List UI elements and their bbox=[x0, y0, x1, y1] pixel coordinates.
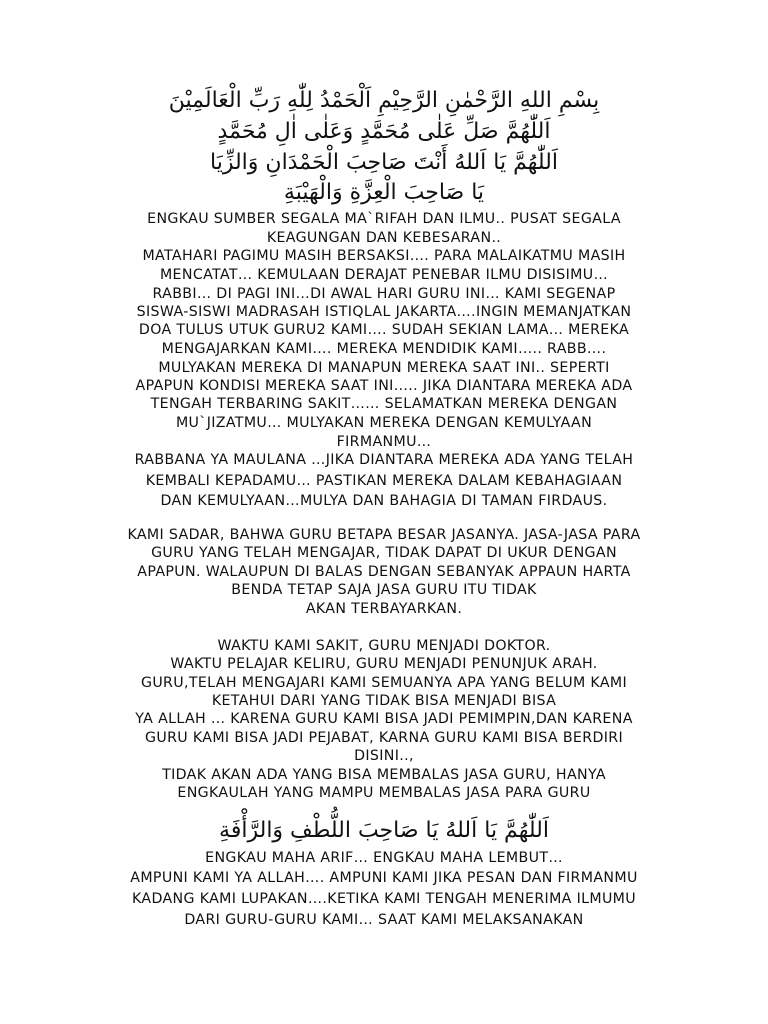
paragraph-4-line-1: ENGKAU MAHA ARIF… ENGKAU MAHA LEMBUT… bbox=[205, 850, 563, 866]
paragraph-1-line-1: ENGKAU SUMBER SEGALA MA`RIFAH DAN ILMU.. PUSAT SEGALA bbox=[147, 211, 621, 227]
paragraph-3-line-5: YA ALLAH … KARENA GURU KAMI BISA JADI PEMIMPIN,DAN KARENA bbox=[135, 711, 633, 727]
paragraph-3-line-7: DISINI.., bbox=[354, 748, 414, 764]
arabic-opening-line-1: بِسْمِ اللهِ الرَّحْمٰنِ الرَّحِيْمِ اَلْحَمْدُ لِلّٰهِ رَبِّ الْعَالَمِيْنَ bbox=[168, 88, 600, 113]
arabic-opening-line-4: يَا صَاحِبَ الْعِزَّةِ وَالْهَيْبَةِ bbox=[283, 180, 485, 205]
paragraph-2-line-4: BENDA TETAP SAJA JASA GURU ITU TIDAK bbox=[231, 582, 537, 598]
paragraph-4-line-3: KADANG KAMI LUPAKAN….KETIKA KAMI TENGAH MENERIMA ILMUMU bbox=[131, 891, 637, 907]
arabic-closing-line: اَللّٰهُمَّ يَا اَللهُ يَا صَاحِبَ اللُّطْفِ وَالرَّأْفَةِ bbox=[219, 818, 549, 843]
arabic-opening-line-3: اَللّٰهُمَّ يَا اَللهُ أَنْتَ صَاحِبَ الْحَمْدَانِ وَالزِّيَا bbox=[210, 150, 558, 175]
paragraph-1-line-16: DAN KEMULYAAN…MULYA DAN BAHAGIA DI TAMAN FIRDAUS. bbox=[160, 493, 608, 509]
paragraph-1-line-4: MENCATAT… KEMULAAN DERAJAT PENEBAR ILMU DISISIMU… bbox=[159, 267, 609, 283]
paragraph-2-line-5: AKAN TERBAYARKAN. bbox=[305, 601, 463, 617]
paragraph-3-line-8: TIDAK AKAN ADA YANG BISA MEMBALAS JASA GURU, HANYA bbox=[162, 767, 606, 783]
paragraph-1-line-2: KEAGUNGAN DAN KEBESARAN.. bbox=[266, 230, 502, 246]
paragraph-3-line-1: WAKTU KAMI SAKIT, GURU MENJADI DOKTOR. bbox=[217, 638, 551, 654]
paragraph-1-line-6: SISWA-SISWI MADRASAH ISTIQLAL JAKARTA….INGIN MEMANJATKAN bbox=[136, 304, 632, 320]
paragraph-3-line-2: WAKTU PELAJAR KELIRU, GURU MENJADI PENUNJUK ARAH. bbox=[170, 656, 598, 672]
paragraph-3-line-3: GURU,TELAH MENGAJARI KAMI SEMUANYA APA YANG BELUM KAMI bbox=[140, 675, 628, 691]
paragraph-4-line-2: AMPUNI KAMI YA ALLAH…. AMPUNI KAMI JIKA PESAN DAN FIRMANMU bbox=[130, 870, 638, 886]
paragraph-1-line-12: MU`JIZATMU… MULYAKAN MEREKA DENGAN KEMULYAAN bbox=[175, 415, 593, 431]
paragraph-3-line-4: KETAHUI DARI YANG TIDAK BISA MENJADI BISA bbox=[211, 693, 557, 709]
paragraph-2-line-1: KAMI SADAR, BAHWA GURU BETAPA BESAR JASANYA. JASA-JASA PARA bbox=[127, 527, 641, 543]
paragraph-2-line-3: APAPUN. WALAUPUN DI BALAS DENGAN SEBANYAK APPAUN HARTA bbox=[137, 564, 631, 580]
paragraph-1-line-5: RABBI… DI PAGI INI…DI AWAL HARI GURU INI… KAMI SEGENAP bbox=[152, 286, 616, 302]
paragraph-1-line-13: FIRMANMU… bbox=[336, 434, 432, 450]
paragraph-4-line-4: DARI GURU-GURU KAMI… SAAT KAMI MELAKSANAKAN bbox=[184, 912, 584, 928]
paragraph-2-line-2: GURU YANG TELAH MENGAJAR, TIDAK DAPAT DI UKUR DENGAN bbox=[151, 545, 617, 561]
paragraph-1-line-9: MULYAKAN MEREKA DI MANAPUN MEREKA SAAT INI.. SEPERTI bbox=[158, 360, 610, 376]
paragraph-3-line-9: ENGKAULAH YANG MAMPU MEMBALAS JASA PARA GURU bbox=[177, 785, 591, 801]
paragraph-1-line-11: TENGAH TERBARING SAKIT…… SELAMATKAN MEREKA DENGAN bbox=[150, 396, 618, 412]
paragraph-1-line-10: APAPUN KONDISI MEREKA SAAT INI….. JIKA DIANTARA MEREKA ADA bbox=[135, 378, 633, 394]
paragraph-1-line-14: RABBANA YA MAULANA …JIKA DIANTARA MEREKA ADA YANG TELAH bbox=[134, 452, 634, 468]
paragraph-1-line-3: MATAHARI PAGIMU MASIH BERSAKSI…. PARA MALAIKATMU MASIH bbox=[142, 248, 626, 264]
paragraph-1-line-15: KEMBALI KEPADAMU… PASTIKAN MEREKA DALAM KEBAHAGIAAN bbox=[145, 473, 623, 489]
paragraph-3-line-6: GURU KAMI BISA JADI PEJABAT, KARNA GURU KAMI BISA BERDIRI bbox=[145, 730, 623, 746]
paragraph-1-line-8: MENGAJARKAN KAMI…. MEREKA MENDIDIK KAMI….. RABB…. bbox=[161, 341, 607, 357]
paragraph-1-line-7: DOA TULUS UTUK GURU2 KAMI…. SUDAH SEKIAN LAMA… MEREKA bbox=[138, 322, 630, 338]
arabic-opening-line-2: اَللّٰهُمَّ صَلِّ عَلٰى مُحَمَّدٍ وَعَلٰى اٰلِ مُحَمَّدٍ bbox=[217, 119, 551, 144]
